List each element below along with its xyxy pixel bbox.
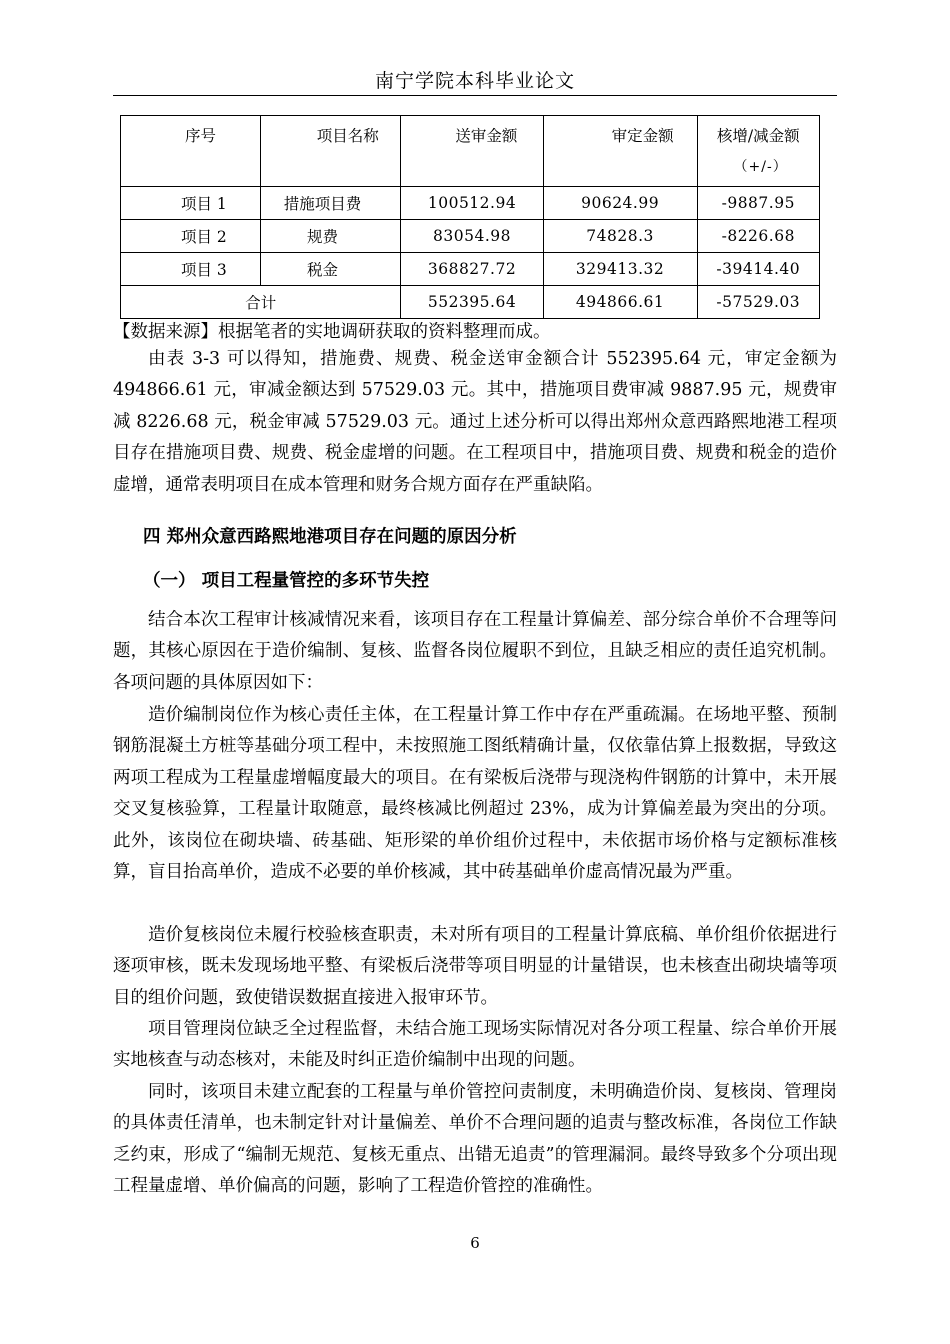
header-diff-label: 核增/减金额 — [716, 127, 800, 145]
header-name: 项目名称 — [260, 116, 401, 187]
row-name: 规费 — [260, 220, 401, 253]
table-header-row — [121, 116, 820, 187]
row-name: 税金 — [260, 253, 401, 286]
header-submitted: 送审金额 — [401, 116, 543, 187]
header-approved: 审定金额 — [543, 116, 697, 187]
paragraph-editing-role: 造价编制岗位作为核心责任主体，在工程量计算工作中存在严重疏漏。在场地平整、预制钢筋混凝土方桩等基础分项工程中，未按照施工图纸精确计量，仅依靠估算上报数据，导致这两项工程成为工程量虚增幅度最大的项目。在有梁板后浇带与现浇构件钢筋的计算中，未开展交叉复核验算，工程量计取随意，最终核减比例超过 23%，成为计算偏差最为突出的分项。此外，该岗位在砌块墙、砖基础、矩形梁的单价组价过程中，未依据市场价格与定额标准核算，盲目抬高单价，造成不必要的单价核减，其中砖基础单价虚高情况最为严重。 — [113, 705, 837, 883]
row-diff: -9887.95 — [697, 187, 819, 220]
running-header: 南宁学院本科毕业论文 — [374, 70, 575, 92]
total-diff: -57529.03 — [697, 286, 819, 319]
row-submitted: 100512.94 — [401, 187, 543, 220]
table-row — [121, 220, 820, 253]
cost-table — [120, 115, 820, 319]
section-heading: 四 郑州众意西路熙地港项目存在问题的原因分析 — [143, 527, 517, 547]
row-seq: 项目 1 — [121, 187, 261, 220]
paragraph-accountability: 同时，该项目未建立配套的工程量与单价管控问责制度，未明确造价岗、复核岗、管理岗的具体责任清单，也未制定针对计量偏差、单价不合理问题的追责与整改标准，各岗位工作缺乏约束，形成了“编制无规范、复核无重点、出错无追责”的管理漏洞。最终导致多个分项出现工程量虚增、单价偏高的问题，影响了工程造价管控的准确性。 — [113, 1082, 837, 1197]
header-diff — [697, 116, 819, 187]
row-diff: -39414.40 — [697, 253, 819, 286]
row-seq: 项目 2 — [121, 220, 261, 253]
data-source-note: 【数据来源】根据笔者的实地调研获取的资料整理而成。 — [113, 322, 551, 342]
paragraph-review-role: 造价复核岗位未履行校验核查职责，未对所有项目的工程量计算底稿、单价组价依据进行逐项审核，既未发现场地平整、有梁板后浇带等项目明显的计量错误，也未核查出砌块墙等项目的组价问题，致使错误数据直接进入报审环节。 — [113, 925, 837, 1008]
paragraph-management-role: 项目管理岗位缺乏全过程监督，未结合施工现场实际情况对各分项工程量、综合单价开展实地核查与动态核对，未能及时纠正造价编制中出现的问题。 — [113, 1019, 837, 1071]
total-label: 合计 — [121, 286, 401, 319]
total-submitted: 552395.64 — [401, 286, 543, 319]
row-diff: -8226.68 — [697, 220, 819, 253]
total-approved: 494866.61 — [543, 286, 697, 319]
row-approved: 74828.3 — [543, 220, 697, 253]
table-row — [121, 253, 820, 286]
row-approved: 90624.99 — [543, 187, 697, 220]
row-submitted: 83054.98 — [401, 220, 543, 253]
header-diff-note: （+/-） — [733, 159, 788, 175]
header-seq: 序号 — [121, 116, 261, 187]
table-total-row — [121, 286, 820, 319]
header-rule — [113, 95, 837, 96]
paragraph-analysis: 由表 3-3 可以得知，措施费、规费、税金送审金额合计 552395.64 元，审定金额为 494866.61 元，审减金额达到 57529.03 元。其中，措施项目费审减 9887.95 元，规费审减 8226.68 元，税金审减 57529.03 元。通过上述分析可以得出郑州众意西路熙地港工程项目存在措施项目费、规费、税金虚增的问题。在工程项目中，措施项目费、规费和税金的造价虚增，通常表明项目在成本管理和财务合规方面存在严重缺陷。 — [113, 349, 837, 495]
subsection-heading: （一） 项目工程量管控的多环节失控 — [143, 571, 430, 591]
row-seq: 项目 3 — [121, 253, 261, 286]
paragraph-overview: 结合本次工程审计核减情况来看，该项目存在工程量计算偏差、部分综合单价不合理等问题，其核心原因在于造价编制、复核、监督各岗位履职不到位，且缺乏相应的责任追究机制。各项问题的具体原因如下： — [113, 610, 837, 693]
row-approved: 329413.32 — [543, 253, 697, 286]
table-row — [121, 187, 820, 220]
row-name: 措施项目费 — [260, 187, 401, 220]
row-submitted: 368827.72 — [401, 253, 543, 286]
page-number: 6 — [470, 1234, 480, 1252]
